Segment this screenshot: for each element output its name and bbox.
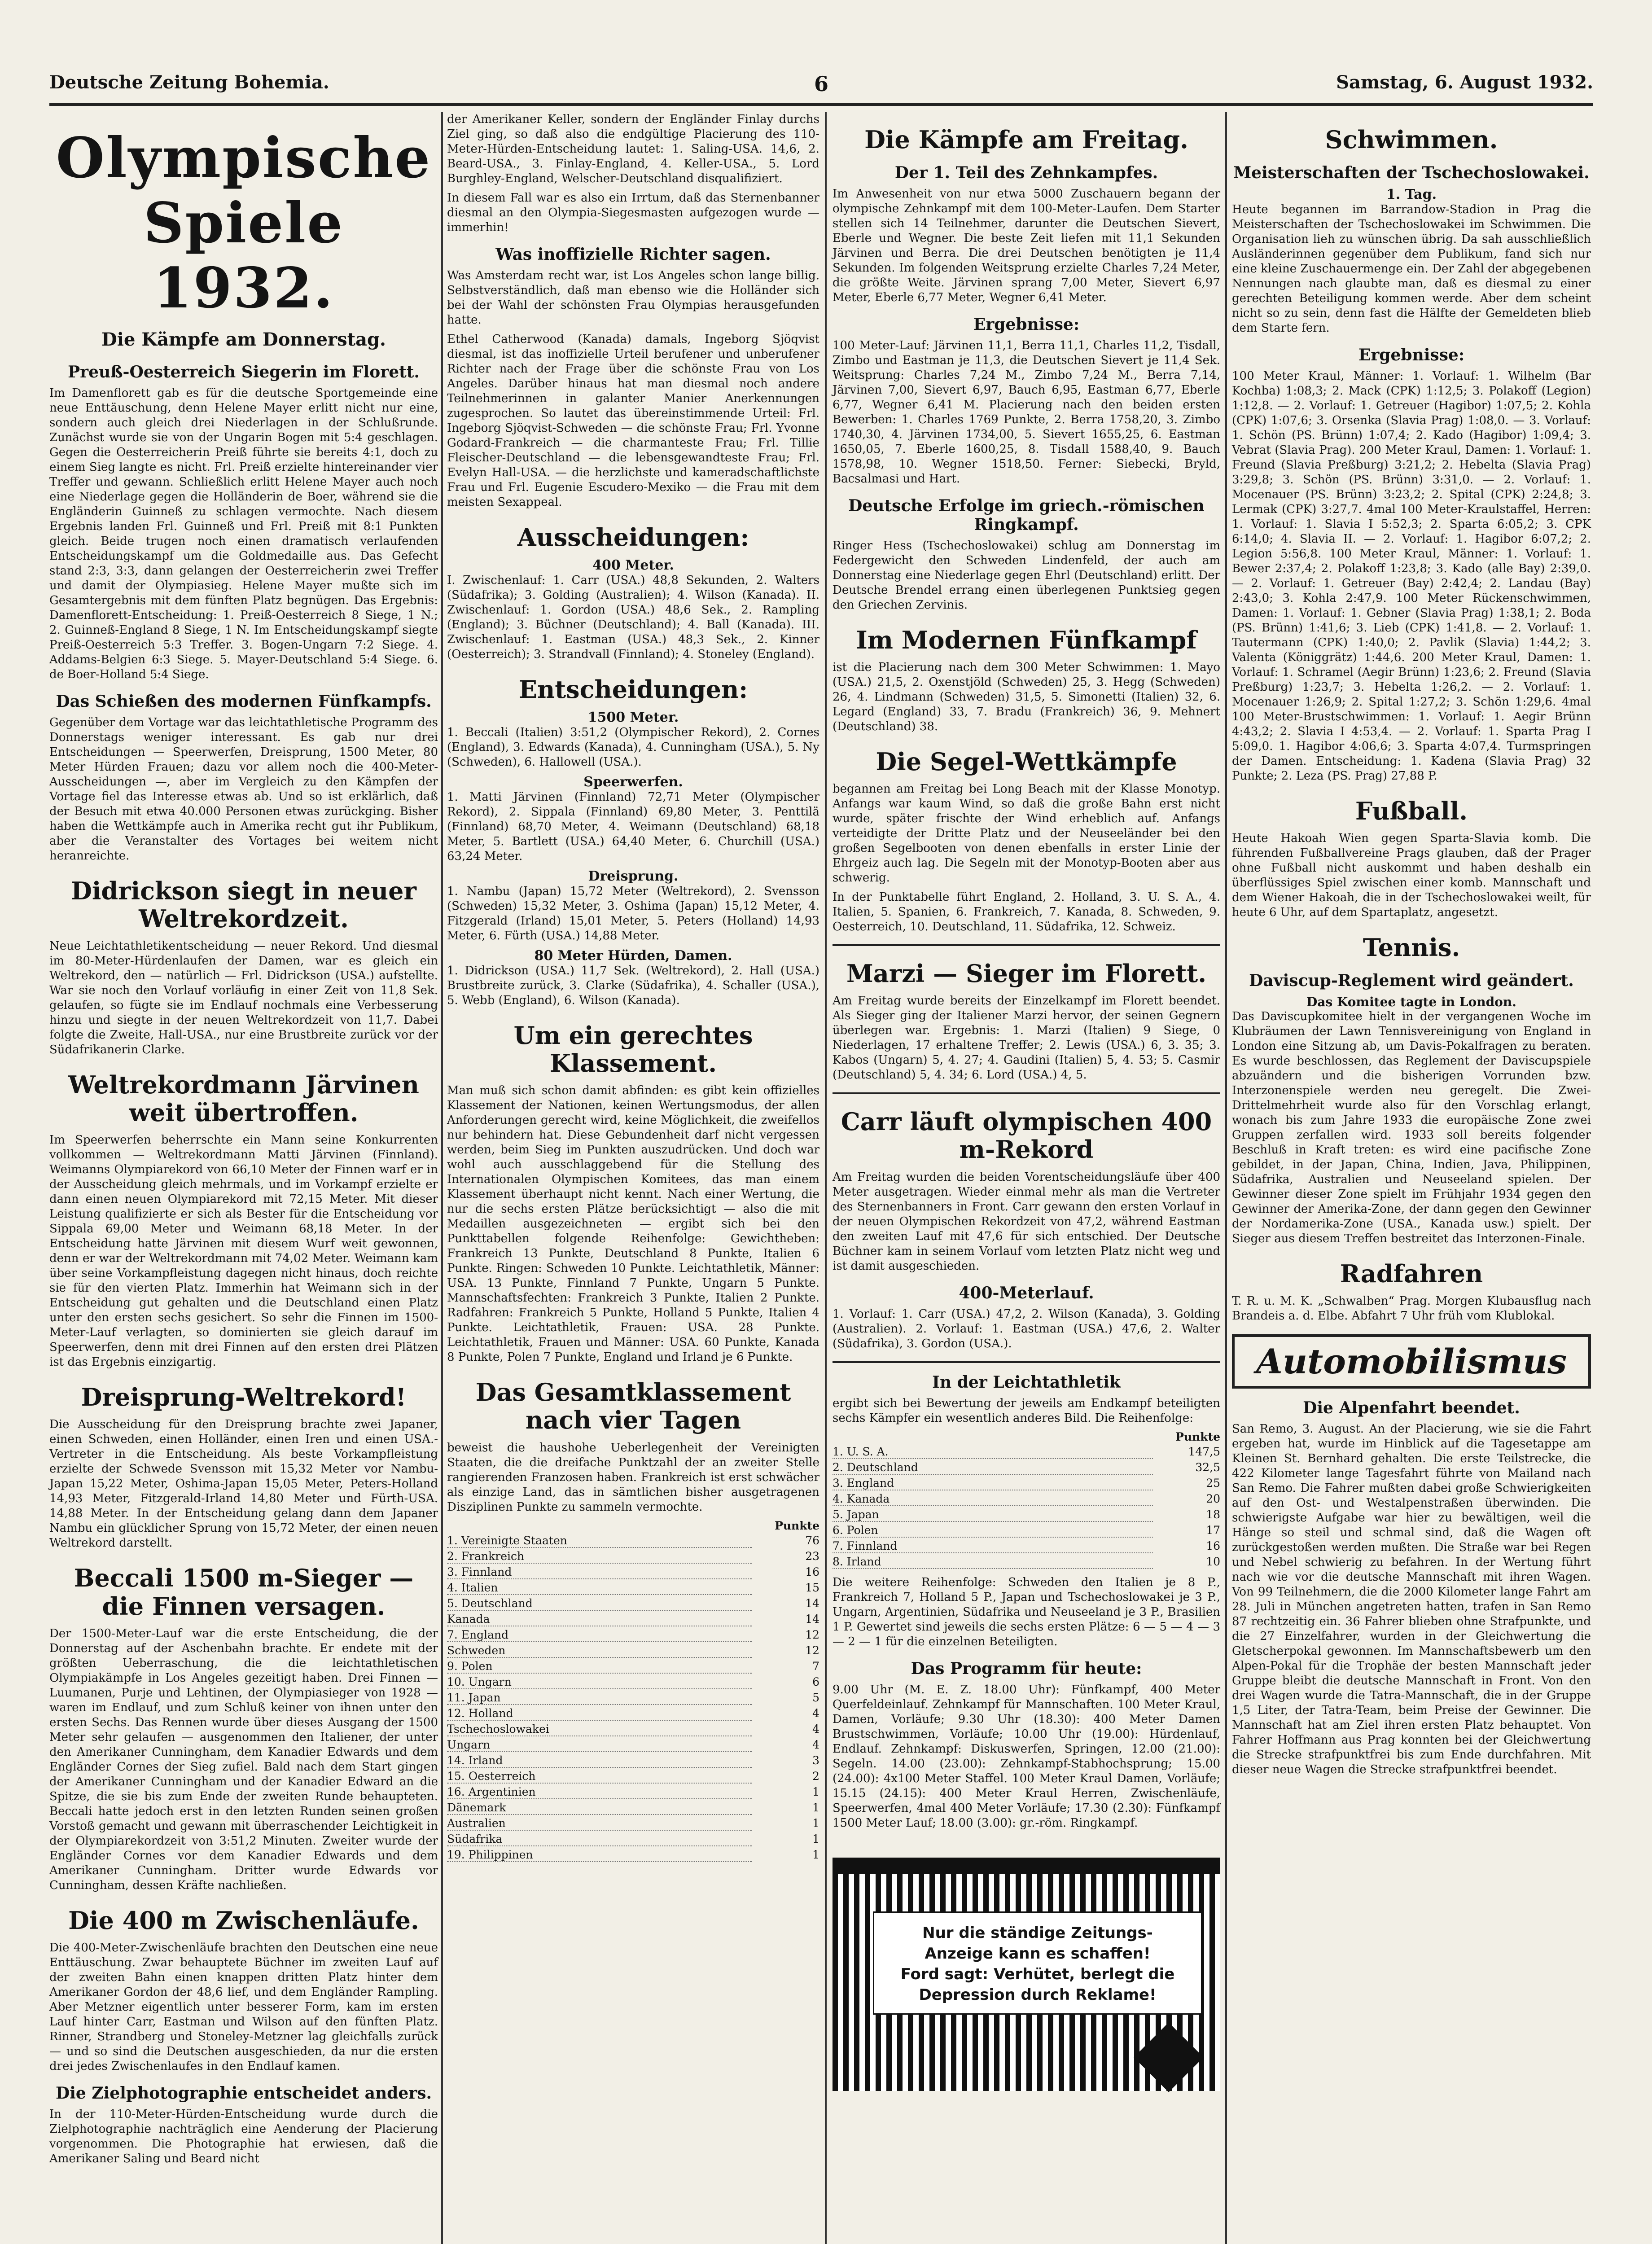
article-heading: Carr läuft olympischen 400 m-Rekord [841,1107,1212,1164]
article-text: In diesem Fall war es also ein Irrtum, daß das Sternenbanner diesmal an den Olympia-Siegesmasten aufgezogen wurde — immerhin! [447,191,819,234]
ranking-country: 15. Oesterreich [447,1770,752,1784]
event-heading: 80 Meter Hürden, Damen. [534,948,732,964]
section-heading: Ergebnisse: [973,315,1080,334]
ranking-points: 14 [805,1596,819,1610]
results-text: 100 Meter-Lauf: Järvinen 11,1, Berra 11,1, Charles 11,2, Tisdall, Zimbo und Eastman je 11,3, die Deutschen Sievert je 11,4 Sek. Weitsprung: Charles 7,24 M., Zimbo 7,24 M., Berra 7,14, Järvinen 7,00, Sievert 6,97, Bauch 6,95, Eastman 6,77, Eberle 6,77, Wegner 6,41 M. Placierung nach den beiden ersten Bewerben: 1. Charles 1769 Punkte, 2. Berra 1758,20, 3. Zimbo 1740,30, 4. Järvinen 1734,00, 5. Sievert 1655,25, 6. Eastman 1650,05, 7. Eberle 1600,25, 8. Tisdall 1588,40, 9. Bauch 1578,98, 10. Wegner 1518,50. Ferner: Siebecki, Bryld, Bacsalmasi und Hart. [833,339,1220,486]
article-text: Die Ausscheidung für den Dreisprung brachte zwei Japaner, einen Schweden, einen Holländer, einen Iren und einen USA.-Vertreter in die Entscheidung. Als beste Vorkampfleistung erzielte der Schwede Svensson mit 15,32 Meter vor Nambu-Japan 15,22 Meter, Oshima-Japan 15,05 Meter, Peters-Holland 14,93 Meter, Fitzgerald-Irland 14,80 Meter und Fürth-USA. 14,88 Meter. In der Entscheidung gelang dann dem Japaner Nambu ein glücklicher Sprung von 15,72 Meter, der einen neuen Weltrekord darstellt. [49,1418,438,1550]
event-heading: Speerwerfen. [583,774,683,790]
column-1 [49,112,438,2171]
article-text: beweist die haushohe Ueberlegenheit der Vereinigten Staaten, die die dreifache Punktzahl der an zweiter Stelle rangierenden Franzosen haben. Frankreich ist erst schwächer als einzige Land, das in sämtlichen bisher ausgetragenen Disziplinen Punkte zu sammeln vermochte. [447,1441,819,1514]
ranking-country: 9. Polen [447,1660,752,1674]
divider [833,1361,1220,1363]
article-heading: Um ein gerechtes Klassement. [513,1021,753,1078]
article-text: In der 110-Meter-Hürden-Entscheidung wurde durch die Zielphotographie nachträglich eine Aenderung der Placierung vorgenommen. Die Photographie hat erwiesen, daß die Amerikaner Saling und Beard nicht [49,2107,438,2165]
ranking-points: 1 [812,1832,819,1845]
section-heading: Tennis. [1363,933,1460,962]
article-heading: Die 400 m Zwischenläufe. [68,1906,419,1935]
ranking-points: 4 [812,1706,819,1720]
divider [833,1092,1220,1094]
article-text: der Amerikaner Keller, sondern der Engländer Finlay durchs Ziel ging, so daß also die endgültige Placierung des 110-Meter-Hürden-Entscheidung lautet: 1. Saling-USA. 14,6, 2. Beard-USA., 3. Finlay-England, 4. Keller-USA., 5. Lord Burghley-England, Welscher-Deutschland disqualifiziert. [447,113,819,185]
ranking-country: 1. U. S. A. [833,1445,1153,1459]
article-heading: Preuß-Oesterreich Siegerin im Florett. [68,363,420,381]
section-heading: Ergebnisse: [1358,346,1465,365]
ranking-country: 16. Argentinien [447,1785,752,1799]
event-heading: Dreisprung. [588,868,679,885]
article-text: San Remo, 3. August. An der Placierung, wie sie die Fahrt ergeben hat, wurde im Hinblick auf die Tagesetappe am Kleinen St. Bernhard gehalten. Die erste Teilstrecke, die 422 Kilometer lange Tagesfahrt führte von Mailand nach San Remo. Die Fahrer mußten dabei große Schwierigkeiten auf den Ost- und Westalpenstraßen überwinden. Die schwierigste Aufgabe war hier zu bewältigen, weil die Hänge so steil und schmal sind, daß die Wagen oft zurückgestoßen werden mußten. Die Straße war bei Regen und Nebel schwierig zu befahren. In der Wertung führt nach wie vor die deutsche Mannschaft mit ihren Wagen. Von 99 Teilnehmern, die die 2000 Kilometer lange Fahrt am 28. Juli in München angetreten hatten, trafen in San Remo 87 rechtzeitig ein. 36 Fahrer blieben ohne Strafpunkte, und die 27 Einzelfahrer, wurden in der Gleichwertung die Gletscherpokal gewonnen. Im Mannschaftsbewerb um den Alpen-Pokal für die Trophäe der besten Mannschaft jeder Gruppe bleibt die deutsche Mannschaft in Front. Von den drei Wagen wurde die Tatra-Mannschaft, die in der Gruppe 1,5 Liter, der Tatra-Team, beim Preise der Gewinner. Die Mannschaft hat am Ziel ihren ersten Platz behauptet. Von Fahrer Hoffmann aus Prag konnten bei der Gleichwertung die Strecke strafpunktfrei bis zum Ende durchfahren. Mit dieser neue Wagen die Strecke strafpunktfrei beendet. [1232,1422,1591,1777]
results-text: 1. Matti Järvinen (Finnland) 72,71 Meter (Olympischer Rekord), 2. Sippala (Finnland) 69,80 Meter, 3. Penttilä (Finnland) 68,70 Meter, 4. Weimann (Deutschland) 68,18 Meter, 5. Bartlett (USA.) 64,40 Meter, 6. Churchill (USA.) 63,24 Meter. [447,790,819,863]
ranking-points: 25 [1206,1476,1220,1490]
page-number: 6 [814,72,828,96]
ranking-country: 7. England [447,1628,752,1642]
ranking-country: 4. Kanada [833,1492,1153,1506]
ranking-points: 32,5 [1195,1460,1220,1474]
ranking-country: 19. Philippinen [447,1848,752,1862]
automobilismus-banner: Automobilismus [1232,1334,1591,1389]
event-heading: 1500 Meter. [587,710,679,726]
ranking-points: 12 [805,1644,819,1657]
ranking-country: Schweden [447,1644,752,1658]
article-heading: In der Leichtathletik [932,1372,1121,1392]
ranking-country: Kanada [447,1613,752,1626]
article-heading: Das Schießen des modernen Fünfkampfs. [56,692,432,711]
ranking-country: 3. Finnland [447,1565,752,1579]
event-heading: 400-Meterlauf. [959,1283,1094,1302]
results-text: 1. Nambu (Japan) 15,72 Meter (Weltrekord), 2. Svensson (Schweden) 15,32 Meter, 3. Oshima (Japan) 15,12 Meter, 4. Fitzgerald (Irland) 15,01 Meter, 5. Peters (Holland) 14,93 Meter, 6. Fürth (USA.) 14,88 Meter. [447,885,819,943]
article-text: Ethel Catherwood (Kanada) damals, Ingeborg Sjöqvist diesmal, ist das inoffizielle Urteil berufener und unberufener Richter nach der Frage über die schönste Frau von Los Angeles. Darüber hinaus hat man diesmal noch andere Teilnehmerinnen in galanter Manier Anerkennungen zugesprochen. So lautet das übereinstimmende Urteil: Frl. Ingeborg Sjöqvist-Schweden — die schönste Frau; Frl. Yvonne Godard-Frankreich — die charmanteste Frau; Frl. Tillie Fleischer-Deutschland — die lebensgewandteste Frau; Frl. Evelyn Hall-USA. — die herzlichste und kameradschaftlichste Frau und Frl. Eugenie Escudero-Mexiko — die Frau mit dem meisten Sexappeal. [447,333,819,509]
article-heading: Daviscup-Reglement wird geändert. [1249,971,1574,991]
article-heading: Meisterschaften der Tschechoslowakei. [1233,163,1590,183]
ranking-points-header: Punkte [775,1519,819,1532]
ranking-country: Australien [447,1817,752,1831]
article-text: T. R. u. M. K. „Schwalben“ Prag. Morgen Klubausflug nach Brandeis a. d. Elbe. Abfahrt 7 Uhr früh vom Klublokal. [1232,1294,1591,1323]
main-subheadline: Die Kämpfe am Donnerstag. [101,329,386,350]
ranking-points: 16 [1206,1539,1220,1552]
section-heading: Schwimmen. [1325,125,1498,154]
article-heading: Die Zielphotographie entscheidet anders. [55,2083,432,2103]
ranking-country: Dänemark [447,1801,752,1815]
article-heading: Marzi — Sieger im Florett. [846,959,1207,988]
ranking-points: 2 [812,1769,819,1783]
article-text: Heute begannen im Barrandow-Stadion in Prag die Meisterschaften der Tschechoslowakei im Schwimmen. Die Organisation lieh zu wünschen übrig. Da sah ausschließlich Ausländerinnen gegenüber dem Publikum, fand sich nur eine kleine Zuschauermenge ein. Der Zahl der abgegebenen Nennungen nach glaubte man, daß es diesmal zu einer gerechten Beteiligung kommen werde. Aber dem scheint nicht so zu sein, denn fast die Hälfte der Gemeldeten blieb dem Starte fern. [1232,203,1591,335]
ranking-points: 3 [812,1753,819,1767]
ranking-points: 7 [812,1659,819,1673]
article-text: Heute Hakoah Wien gegen Sparta-Slavia komb. Die führenden Fußballvereine Prags glauben, daß der Prager ohne Fußball nicht auskommt und haben deshalb ein überflüssiges Spiel zwischen einer komb. Mannschaft und dem Wiener Hakoah, die in der Tschechoslowakei weilt, für heute 6 Uhr, auf dem Spartaplatz, angesetzt. [1232,832,1591,920]
overall-ranking-table [447,1519,819,1862]
ranking-points: 14 [805,1612,819,1626]
ad-line: Depression durch Reklame! [919,1985,1157,2004]
ad-line: Nur die ständige Zeitungs- [922,1924,1153,1942]
article-heading: Was inoffizielle Richter sagen. [495,245,771,264]
column-3 [833,112,1220,2091]
ranking-points: 4 [812,1738,819,1751]
ad-line: Anzeige kann es schaffen! [925,1944,1151,1963]
ranking-spacer [447,1519,752,1532]
ranking-points: 10 [1206,1555,1220,1568]
issue-date: Samstag, 6. August 1932. [1336,72,1593,93]
day-heading: 1. Tag. [1386,187,1437,203]
ranking-country: 2. Deutschland [833,1461,1153,1475]
article-heading: Beccali 1500 m-Sieger — die Finnen versagen. [74,1564,414,1621]
results-text: I. Zwischenlauf: 1. Carr (USA.) 48,8 Sekunden, 2. Walters (Südafrika); 3. Golding (Australien); 4. Wilson (Kanada). II. Zwischenlauf: 1. Gordon (USA.) 48,6 Sek., 2. Rampling (England); 3. Büchner (Deutschland); 4. Ball (Kanada). III. Zwischenlauf: 1. Eastman (USA.) 48,3 Sek., 2. Kinner (Oesterreich); 3. Strandvall (Finnland); 4. Stoneley (England). [447,574,819,662]
ranking-country: Südafrika [447,1832,752,1846]
section-heading: Radfahren [1340,1259,1483,1289]
ford-advertisement [833,1858,1220,2091]
article-heading: Die Alpenfahrt beendet. [1303,1398,1520,1418]
article-text: Im Anwesenheit von nur etwa 5000 Zuschauern begann der olympische Zehnkampf mit dem 100-Meter-Laufen. Dem Starter stellen sich 14 Teilnehmer, darunter die Deutschen Sievert, Eberle und Wegner. Die beste Zeit liefen mit 11,1 Sekunden Järvinen und Berra. Die drei Deutschen benötigten je 11,4 Sekunden. Im folgenden Weitsprung erzielte Charles 7,24 Meter, die größte Weite. Järvinen sprang 7,00 Meter, Sievert 6,97 Meter, Eberle 6,77 Meter, Wegner 6,41 Meter. [833,187,1220,305]
ranking-country: 4. Italien [447,1581,752,1595]
divider [833,944,1220,946]
article-text: Im Damenflorett gab es für die deutsche Sportgemeinde eine neue Enttäuschung, denn Helene Mayer erlitt nicht nur eine, sondern auch gleich drei Niederlagen in der Schlußrunde. Zunächst wurde sie von der Ungarin Bogen mit 5:4 geschlagen. Gegen die Oesterreicherin Preiß führte sie bereits 4:1, doch zu einem Sieg langte es nicht. Frl. Preiß erzielte hintereinander vier Treffer und gewann. Schließlich erlitt Helene Mayer auch noch eine Niederlage gegen die Holländerin de Boer, während sie die Engländerin Guinneß zu schlagen vermochte. Nach diesem Ergebnis landen Frl. Guinneß und Frl. Preiß mit 8:1 Punkten gleich. Beide trugen noch einen dramatisch verlaufenden Entscheidungskampf um die Goldmedaille aus. Das Gefecht stand 2:3, 3:3, dann gelangen der Oesterreicherin zwei Treffer und damit der Olympiasieg. Helene Mayer mußte sich im Gesamtergebnis mit dem fünften Platz begnügen. Das Ergebnis: Damenflorett-Entscheidung: 1. Preiß-Oesterreich 8 Siege, 1 N.; 2. Guinneß-England 8 Siege, 1 N. Im Entscheidungskampf siegte Preiß-Oesterreich 5:3 Treffer. 3. Bogen-Ungarn 7:2 Siege. 4. Addams-Belgien 6:3 Siege. 5. Mayer-Deutschland 5:4 Siege. 6. de Boer-Holland 5:4 Siege. [49,386,438,681]
ad-text-box [873,1911,1202,2015]
column-rule [1225,112,1227,2244]
article-heading: Dreisprung-Weltrekord! [81,1383,407,1412]
ranking-points: 16 [805,1565,819,1578]
column-rule [825,112,827,2244]
ranking-points: 17 [1206,1523,1220,1537]
ad-line: Ford sagt: Verhütet, berlegt die [900,1965,1175,1983]
ranking-points: 1 [812,1816,819,1830]
diamond-logo-icon [1134,2022,1204,2092]
ranking-spacer [833,1430,1153,1443]
ranking-country: 14. Irland [447,1754,752,1768]
article-text: Man muß sich schon damit abfinden: es gibt kein offizielles Klassement der Nationen, keinen Wertungsmodus, der allen Anforderungen gerecht wird, keine Möglichkeit, die zweifellos nur behindern hat. Diese Gebundenheit darf nicht vergessen werden, beim Sieg im Punkten auszudrücken. Und doch war wohl auch ausschlaggebend für die Stellung des Internationalen Olympischen Komitees, das man einem Klassement überhaupt nicht kennt. Nach einer Wertung, die nur die sechs ersten Plätze berücksichtigt — also die mit Medaillen ausgezeichneten — ergibt sich bei den Punkttabellen folgende Reihenfolge: Gewichtheben: Frankreich 13 Punkte, Deutschland 8 Punkte, Italien 6 Punkte. Ringen: Schweden 10 Punkte. Leichtathletik, Männer: USA. 13 Punkte, Finnland 7 Punkte, Ungarn 5 Punkte. Mannschaftsfechten: Frankreich 3 Punkte, Italien 2 Punkte. Radfahren: Frankreich 5 Punkte, Holland 5 Punkte, Italien 4 Punkte. Leichtathletik, Frauen: USA. 28 Punkte. Leichtathletik, Frauen und Männer: USA. 60 Punkte, Kanada 8 Punkte, Polen 7 Punkte, England und Irland je 6 Punkte. [447,1084,819,1364]
section-heading: Entscheidungen: [518,675,748,704]
main-headline: Olympische Spiele 1932. [56,126,432,321]
ranking-points: 5 [812,1691,819,1704]
article-text: Neue Leichtathletikentscheidung — neuer Rekord. Und diesmal im 80-Meter-Hürdenlaufen der Damen, war es gleich ein Weltrekord, den — natürlich — Frl. Didrickson (USA.) aufstellte. War sie noch den Vorlauf vorläufig in einer Zeit von 11,8 Sek. gelaufen, so fügte sie im Endlauf nochmals eine Verbesserung hinzu und siegte in der neuen Weltrekordzeit von 11,7. Dabei folgte die Zweite, Hall-USA., nur eine Brustbreite zurück vor der Südafrikanerin Clarke. [49,939,438,1057]
ranking-country: 8. Irland [833,1555,1153,1569]
ranking-country: Tschechoslowakei [447,1722,752,1736]
results-text: 1. Didrickson (USA.) 11,7 Sek. (Weltrekord), 2. Hall (USA.) Brustbreite zurück, 3. Clarke (Südafrika), 4. Schaller (USA.), 5. Webb (England), 6. Wilson (Kanada). [447,964,819,1008]
section-heading: Ausscheidungen: [517,523,749,552]
article-text: Die 400-Meter-Zwischenläufe brachten den Deutschen eine neue Enttäuschung. Zwar behauptete Büchner im zweiten Lauf auf der zweiten Bahn einen knappen dritten Platz hinter dem Amerikaner Gordon der 48,6 lief, und dem Engländer Rampling. Aber Metzner eigentlich unter besserer Form, kam im ersten Lauf hinter Carr, Eastman und Wilson auf den fünften Platz. Rinner, Strandberg und Stoneley-Metzner lag gleichfalls zurück — und so sind die Deutschen ausgeschieden, da nur die ersten drei jedes Zwischenlaufes in den Endlauf kamen. [49,1941,438,2073]
article-heading: Die Kämpfe am Freitag. [864,125,1188,154]
article-heading: Deutsche Erfolge im griech.-römischen Ringkampf. [848,496,1205,535]
article-text: Der 1500-Meter-Lauf war die erste Entscheidung, die der Donnerstag auf der Aschenbahn brachte. Er endete mit der größten Ueberraschung, die die leichtathletischen Olympiakämpfe in Los Angeles gezeitigt haben. Drei Finnen — Luumanen, Purje und Lehtinen, der Olympiasieger von 1928 — waren im Endlauf, und zum Schluß keiner von ihnen unter den ersten Sechs. Das Rennen wurde über dieses Ausgang der 1500 Meter sehr gelaufen — ausgenommen den Italiener, der unter den Amerikaner Cunningham, dem Kanadier Edwards und dem Engländer Cornes der Sieg zufiel. Bald nach dem Start gingen der Amerikaner Cunningham und der Kanadier Edward an die Spitze, die sie bis zum Ende der zweiten Runde behaupteten. Beccali hatte jedoch erst in den letzten Runden seinen großen Vorstoß gemacht und gewann mit überraschender Leichtigkeit in der Olympiarekordzeit von 3:51,2 Minuten. Zweiter wurde der Engländer Cornes vor dem Kanadier Edwards und dem Amerikaner Cunningham. Dritter wurde Edwards vor Cunningham, dessen Kräfte nachließen. [49,1626,438,1892]
article-heading: Das Programm für heute: [911,1659,1142,1678]
ranking-points-header: Punkte [1175,1430,1220,1443]
ranking-points: 6 [812,1675,819,1688]
ranking-points: 15 [805,1581,819,1594]
event-heading: 400 Meter. [592,557,674,574]
ranking-points: 1 [812,1848,819,1861]
ranking-points: 4 [812,1722,819,1736]
ranking-country: 11. Japan [447,1691,752,1705]
article-text: In der Punktabelle führt England, 2. Holland, 3. U. S. A., 4. Italien, 5. Spanien, 6. Frankreich, 7. Kanada, 8. Schweden, 9. Oesterreich, 10. Deutschland, 11. Südafrika, 12. Schweiz. [833,890,1220,934]
article-text: Was Amsterdam recht war, ist Los Angeles schon lange billig. Selbstverständlich, daß man ebenso wie die Holländer sich bei der Wahl der schönsten Frau Olympias herausgefunden hatte. [447,269,819,327]
ranking-country: 12. Holland [447,1707,752,1721]
ranking-country: 10. Ungarn [447,1675,752,1689]
ad-border [833,1858,1220,1874]
article-text: 9.00 Uhr (M. E. Z. 18.00 Uhr): Fünfkampf, 400 Meter Querfeldeinlauf. Zehnkampf für Mannschaften. 100 Meter Kraul, Damen, Vorläufe; 9.30 Uhr (18.30): 400 Meter Damen Brustschwimmen, Vorläufe; 10.00 Uhr (19.00): Hürdenlauf, Endlauf. Zehnkampf: Diskuswerfen, Springen, 12.00 (21.00): Segeln. 14.00 (23.00): Zehnkampf-Stabhochsprung; 15.00 (24.00): 4x100 Meter Staffel. 100 Meter Kraul Damen, Vorläufe; 15.15 (24.15): 400 Meter Kraul Herren, Zwischenläufe, Speerwerfen, 4mal 400 Meter Vorläufe; 17.30 (2.30): Fünfkampf 1500 Meter Lauf; 18.00 (3.00): gr.-röm. Ringkampf. [833,1683,1220,1830]
article-text: ergibt sich bei Bewertung der jeweils am Endkampf beteiligten sechs Kämpfer ein wesentlich anderes Bild. Die Reihenfolge: [833,1396,1220,1425]
article-heading: Das Gesamtklassement nach vier Tagen [475,1378,791,1435]
article-text: Die weitere Reihenfolge: Schweden den Italien je 8 P., Frankreich 7, Holland 5 P., Japan und Tschechoslowakei je 3 P., Ungarn, Argentinien, Südafrika und Neuseeland je 3 P., Brasilien 1 P. Gewertet sind jeweils die sechs ersten Plätze: 6 — 5 — 4 — 3 — 2 — 1 für die einzelnen Beteiligten. [833,1575,1220,1648]
ranking-country: 1. Vereinigte Staaten [447,1534,752,1548]
ranking-points: 147,5 [1188,1445,1220,1458]
ranking-points: 1 [812,1801,819,1814]
article-text: Das Daviscupkomitee hielt in der vergangenen Woche im Klubräumen der Lawn Tennisvereinigung von England in London eine Sitzung ab, um Davis-Pokalfragen zu beraten. Es wurde beschlossen, das Reglement der Daviscupspiele abzuändern und die bisherigen Vorrunden bzw. Interzonenspiele werden neu geregelt. Die Zwei-Drittelmehrheit wurde also für den Vorschlag erlangt, wonach bis zum Jahre 1933 die europäische Zone zwei Gruppen zerfallen wird. 1933 soll bereits folgender Beschluß in Kraft treten: es wird eine pacifische Zone gebildet, in der Japan, China, Indien, Java, Philippinen, Südafrika, Australien und Neuseeland spielen. Der Gewinner dieser Zone spielt im Frühjahr 1934 gegen den Gewinner der Amerika-Zone, der dann gegen den Gewinner der Nordamerika-Zone (USA., Kanada usw.) spielt. Der Sieger aus diesem Treffen bestreitet das Interzonen-Finale. [1232,1010,1591,1246]
ranking-country: 2. Frankreich [447,1550,752,1564]
ranking-country: 7. Finnland [833,1539,1153,1553]
article-subheading: Das Komitee tagte in London. [1306,995,1516,1010]
article-text: Ringer Hess (Tschechoslowakei) schlug am Donnerstag im Federgewicht den Schweden Lindenfeld, der auch am Donnerstag eine Niederlage gegen Ehrl (Deutschland) erlitt. Der Deutsche Brendel errang einen überlegenen Punktsieg gegen den Griechen Zervinis. [833,539,1220,612]
article-heading: Didrickson siegt in neuer Weltrekordzeit. [71,877,416,934]
results-text: 1. Vorlauf: 1. Carr (USA.) 47,2, 2. Wilson (Kanada), 3. Golding (Australien). 2. Vorlauf: 1. Eastman (USA.) 47,6, 2. Walter (Südafrika), 3. Gordon (USA.). [833,1307,1220,1350]
results-text: 1. Beccali (Italien) 3:51,2 (Olympischer Rekord), 2. Cornes (England), 3. Edwards (Kanada), 4. Cunningham (USA.), 5. Ny (Schweden), 6. Hallowell (USA.). [447,726,819,769]
column-4 [1232,112,1591,1782]
section-heading: Fußball. [1355,797,1468,826]
results-text: 100 Meter Kraul, Männer: 1. Vorlauf: 1. Wilhelm (Bar Kochba) 1:08,3; 2. Mack (CPK) 1:12,5; 3. Polakoff (Legion) 1:12,8. — 2. Vorlauf: 1. Getreuer (Hagibor) 1:07,5; 2. Kohla (CPK) 1:07,6; 3. Orsenka (Slavia Prag) 1:08,0. — 3. Vorlauf: 1. Schön (PS. Brünn) 1:07,4; 2. Kado (Hagibor) 1:09,4; 3. Vebrat (Slavia Prag). 200 Meter Kraul, Damen: 1. Vorlauf: 1. Freund (Slavia Preßburg) 3:21,2; 2. Hebelta (Slavia Prag) 3:29,8; 3. Schön (PS. Brünn) 3:31,0. — 2. Vorlauf: 1. Mocenauer (PS. Brünn) 3:23,2; 2. Spital (CPK) 2:24,8; 3. Lermak (CPK) 3:27,7. 4mal 100 Meter-Kraulstaffel, Herren: 1. Vorlauf: 1. Slavia I 5:52,3; 2. Sparta 6:05,2; 3. CPK 6:14,0; 4. Slavia II. — 2. Vorlauf: 1. Hagibor 6:07,2; 2. Legion 5:56,8. 100 Meter Kraul, Männer: 1. Vorlauf: 1. Bewer 2:37,4; 2. Polakoff 1:23,8; 3. Kado (alle Bay) 2:39,0. — 2. Vorlauf: 1. Getreuer (Bay) 2:42,4; 2. Landau (Bay) 2:43,0; 3. Kohla 2:47,9. 100 Meter Rückenschwimmen, Damen: 1. Vorlauf: 1. Gebner (Slavia Prag) 1:38,1; 2. Boda (PS. Brünn) 1:41,6; 3. Lieb (CPK) 1:41,8. — 2. Vorlauf: 1. Tautermann (CPK) 1:40,0; 2. Pavlik (Slavia) 1:44,2; 3. Valenta (Königgrätz) 1:44,6. 200 Meter Kraul, Damen: 1. Vorlauf: 1. Schramel (Aegir Brünn) 1:23,6; 2. Freund (Slavia Preßburg) 1:23,7; 3. Hebelta 1:26,2. — 2. Vorlauf: 1. Mocenauer 1:26,9; 2. Spital 1:27,2; 3. Schön 1:29,6. 4mal 100 Meter-Brustschwimmen: 1. Vorlauf: 1. Aegir Brünn 4:43,2; 2. Slavia I 4:53,4. — 2. Vorlauf: 1. Sparta Prag I 5:09,0. 1. Hagibor 4:06,6; 3. Sparta 4:07,4. Turmspringen der Damen. Entscheidung: 1. Kadena (Slavia Prag) 32 Punkte; 2. Leza (PS. Prag) 27,88 P. [1232,369,1591,783]
ranking-country: 6. Polen [833,1524,1153,1538]
article-heading: Der 1. Teil des Zehnkampfes. [894,163,1158,183]
article-heading: Im Modernen Fünfkampf [856,626,1197,655]
column-rule [441,112,443,2244]
ranking-country: 3. England [833,1477,1153,1490]
article-text: Im Speerwerfen beherrschte ein Mann seine Konkurrenten vollkommen — Weltrekordmann Matti Järvinen (Finnland). Weimanns Olympiarekord von 66,10 Meter der Finnen warf er in der Ausscheidung gleich mehrmals, und im Vorkampf erzielte er dann einen neuen Olympiarekord mit 72,15 Meter. Mit dieser Leistung qualifizierte er sich als Bester für die Entscheidung vor Sippala 69,00 Meter und Weimann 68,18 Meter. In der Entscheidung hatte Järvinen mit diesem Wurf weit gewonnen, denn er war der Weltrekordmann mit 74,02 Meter. Weimann kam über seine Vorkampfleistung dagegen nicht hinaus, doch reichte sie für den vierten Platz. Immerhin hat Weimann sich in der Entscheidung gut gehalten und die Deutschland einen Platz unter den ersten sechs gesichert. So sehr die Finnen im 1500-Meter-Lauf verlagten, so dominierten sie gleich darauf im Speerwerfen, denn mit drei Finnen auf den ersten drei Plätzen ist das Ergebnis einzigartig. [49,1133,438,1369]
article-text: Am Freitag wurde bereits der Einzelkampf im Florett beendet. Als Sieger ging der Italiener Marzi hervor, der seinen Gegnern überlegen war. Ergebnis: 1. Marzi (Italien) 9 Siege, 0 Niederlagen, 17 erhaltene Treffer; 2. Lewis (USA.) 6, 3. 35; 3. Kabos (Ungarn) 5, 4. 27; 4. Gaudini (Italien) 5, 4. 53; 5. Casmir (Deutschland) 5, 4. 34; 6. Lord (USA.) 4, 5. [833,994,1220,1082]
masthead [49,72,1593,106]
ranking-country: 5. Deutschland [447,1597,752,1611]
article-heading: Die Segel-Wettkämpfe [876,747,1177,776]
ranking-points: 23 [805,1549,819,1563]
ranking-country: Ungarn [447,1738,752,1752]
athletics-ranking-table [833,1430,1220,1569]
article-text: begannen am Freitag bei Long Beach mit der Klasse Monotyp. Anfangs war kaum Wind, so daß die große Bahn erst nicht wurde, später frischte der Wind erheblich auf. Anfangs verteidigte der Dritte Platz und der Neuseeländer bei den großen Segelbooten von denen ebenfalls in erster Linie der Ehrgeiz auch lag. Die Segeln mit der Monotyp-Booten aber aus schwerig. [833,782,1220,885]
paper-name: Deutsche Zeitung Bohemia. [49,72,329,93]
column-2 [447,112,819,1868]
ranking-points: 1 [812,1785,819,1798]
ranking-points: 12 [805,1628,819,1641]
ranking-points: 18 [1206,1508,1220,1521]
ranking-country: 5. Japan [833,1508,1153,1522]
article-heading: Weltrekordmann Järvinen weit übertroffen. [68,1070,419,1127]
article-text: Gegenüber dem Vortage war das leichtathletische Programm des Donnerstags weniger interessant. Es gab nur drei Entscheidungen — Speerwerfen, Dreisprung, 1500 Meter, 80 Meter Hürden Frauen; dazu vor allem noch die 400-Meter-Ausscheidungen —, aber im Vergleich zu den Kämpfen der Vortage fiel das Interesse etwas ab. Und so ist erklärlich, daß der Besuch mit etwa 40.000 Personen etwas zurückging. Bisher haben die Wettkämpfe auch in Amerika recht gut ihr Publikum, aber die Veranstalter des Vortages bei weitem nicht heranreichte. [49,716,438,863]
article-text: Am Freitag wurden die beiden Vorentscheidungsläufe über 400 Meter ausgetragen. Wieder einmal mehr als man die Vertreter des Sternenbanners in Front. Carr gewann den ersten Vorlauf in der neuen Olympischen Rekordzeit von 47,2, während Eastman den zweiten Lauf mit 47,6 für sich entschied. Der Deutsche Büchner kam in seinem Vorlauf vom letzten Platz nicht weg und ist damit ausgeschieden. [833,1170,1220,1273]
ranking-points: 76 [805,1534,819,1547]
ranking-points: 20 [1206,1492,1220,1505]
article-text: ist die Placierung nach dem 300 Meter Schwimmen: 1. Mayo (USA.) 21,5, 2. Oxenstjöld (Schweden) 25, 3. Hegg (Schweden) 26, 4. Lindmann (Schweden) 31,5, 5. Simonetti (Italien) 32, 6. Legard (England) 33, 7. Bradu (Frankreich) 36, 9. Mehnert (Deutschland) 38. [833,661,1220,734]
